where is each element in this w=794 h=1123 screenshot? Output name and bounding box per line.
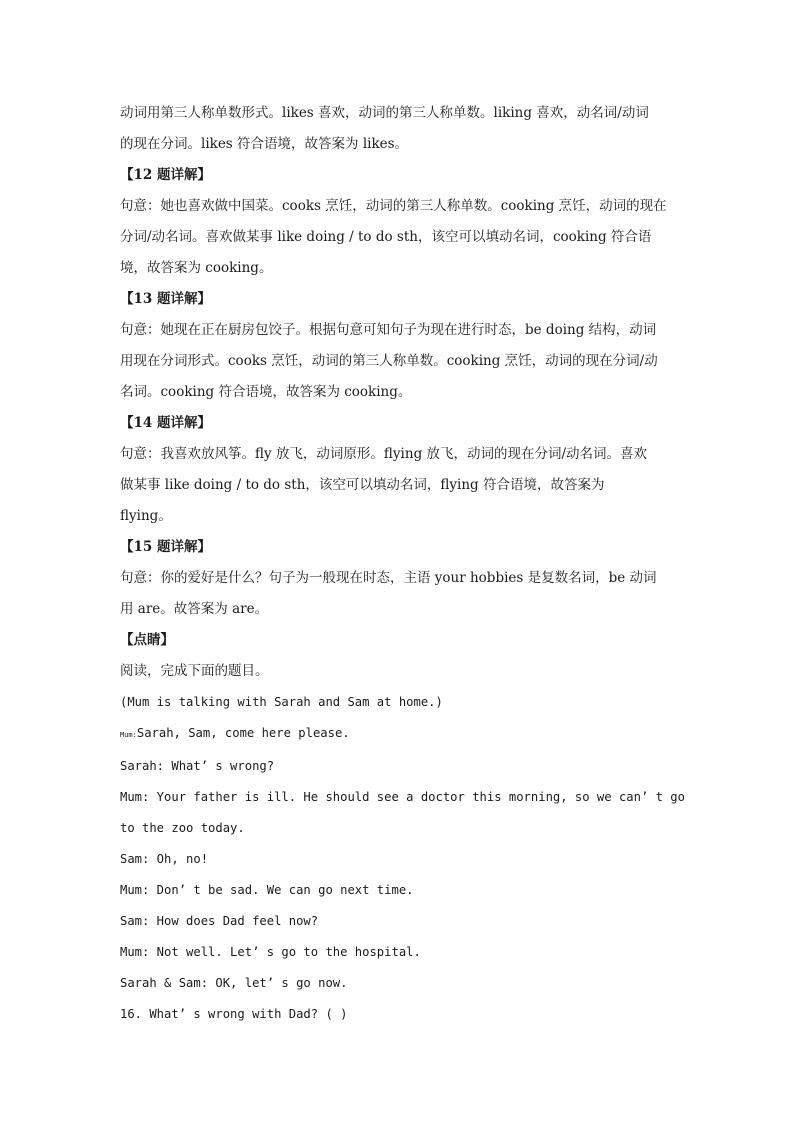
answer-11-line-2: 的现在分词。likes 符合语境，故答案为 likes。: [120, 136, 409, 152]
answer-15-line-2: 用 are。故答案为 are。: [120, 601, 269, 617]
dialogue-line-mum-ill-cont: to the zoo today.: [120, 821, 245, 835]
dialogue-line-sam-feel: Sam: How does Dad feel now?: [120, 914, 319, 928]
answer-15-line-1: 句意：你的爱好是什么？句子为一般现在时态，主语 your hobbies 是复数名词，be 动词: [120, 570, 657, 586]
reading-instruction: 阅读，完成下面的题目。: [120, 663, 269, 679]
speaker-mum-tiny: Mum:: [120, 731, 137, 739]
dialogue-line-sam-oh: Sam: Oh, no!: [120, 852, 209, 866]
heading-q14: 【14 题详解】: [120, 415, 211, 431]
answer-14-line-3: flying。: [120, 508, 172, 524]
dialogue-line-mum-ill: Mum: Your father is ill. He should see a doctor this morning, so we can’ t go: [120, 790, 685, 804]
dialogue-line-sarah: Sarah: What’ s wrong?: [120, 759, 275, 773]
answer-12-line-3: 境，故答案为 cooking。: [120, 260, 273, 276]
question-16: 16. What’ s wrong with Dad? ( ): [120, 1007, 348, 1021]
answer-13-line-3: 名词。cooking 符合语境，故答案为 cooking。: [120, 384, 412, 400]
heading-q12: 【12 题详解】: [120, 167, 211, 183]
dialogue-line-mum-hospital: Mum: Not well. Let’ s go to the hospital.: [120, 945, 421, 959]
answer-14-line-2: 做某事 like doing / to do sth，该空可以填动名词，flying 符合语境，故答案为: [120, 477, 605, 493]
answer-12-line-1: 句意：她也喜欢做中国菜。cooks 烹饪，动词的第三人称单数。cooking 烹饪，动词的现在: [120, 198, 667, 214]
heading-q13: 【13 题详解】: [120, 291, 211, 307]
document-page: [120, 98, 685, 1030]
answer-12-line-2: 分词/动名词。喜欢做某事 like doing / to do sth，该空可以填动名词，cooking 符合语: [120, 229, 652, 245]
answer-14-line-1: 句意：我喜欢放风筝。fly 放飞，动词原形。flying 放飞，动词的现在分词/动名词。喜欢: [120, 446, 648, 462]
answer-11-line-1: 动词用第三人称单数形式。likes 喜欢，动词的第三人称单数。liking 喜欢，动名词/动词: [120, 105, 649, 121]
dialogue-line-sarah-sam: Sarah & Sam: OK, let’ s go now.: [120, 976, 348, 990]
dialogue-intro: (Mum is talking with Sarah and Sam at home.): [120, 695, 443, 709]
answer-13-line-1: 句意：她现在正在厨房包饺子。根据句意可知句子为现在进行时态，be doing 结构，动词: [120, 322, 657, 338]
dialogue-line-mum-sad: Mum: Don’ t be sad. We can go next time.: [120, 883, 414, 897]
dialogue-line-text: Sarah, Sam, come here please.: [136, 726, 350, 740]
heading-q15: 【15 题详解】: [120, 539, 211, 555]
answer-13-line-2: 用现在分词形式。cooks 烹饪，动词的第三人称单数。cooking 烹饪，动词的现在分词/动: [120, 353, 658, 369]
dialogue-line-mum-call: [120, 718, 676, 751]
heading-dianjing: 【点睛】: [120, 632, 174, 648]
